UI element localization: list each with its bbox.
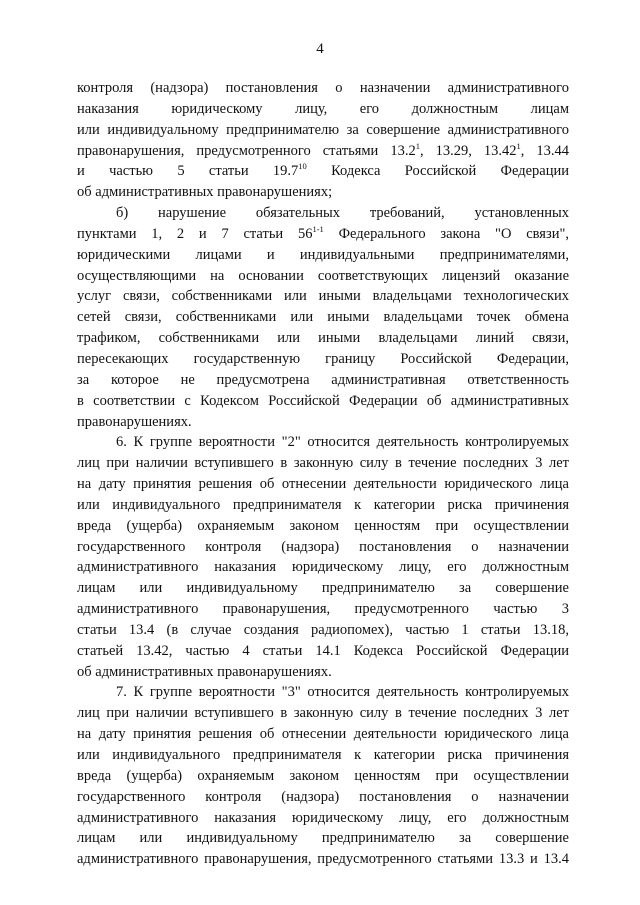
- text-line: [77, 391, 569, 412]
- text-run: или индивидуального предпринимателя к категории риска причинения: [77, 496, 569, 513]
- text-run: услуг связи, собственниками или иными владельцами технологических: [77, 288, 569, 305]
- text-run: 7. К группе вероятности "3" относится деятельность контролируемых: [116, 684, 569, 701]
- text-run: или индивидуального предпринимателя к категории риска причинения: [77, 747, 569, 763]
- text-line: [77, 682, 569, 703]
- text-line: [77, 578, 569, 599]
- superscript: 1: [516, 140, 521, 151]
- text-run: 6. К группе вероятности "2" относится деятельность контролируемых: [116, 434, 569, 451]
- text-line: [77, 620, 569, 641]
- text-run: правонарушения, предусмотренного статьями 13.2: [77, 142, 416, 159]
- text-run: правонарушениях.: [77, 413, 192, 430]
- text-run: юридическими лицами и индивидуальными предпринимателями,: [77, 246, 569, 263]
- text-line: [77, 432, 569, 453]
- text-run: за которое не предусмотрена административная ответственность: [77, 371, 569, 388]
- text-run: статьей 13.42, частью 4 статьи 14.1 Кодекса Российской Федерации: [77, 642, 569, 659]
- text-line: [77, 724, 569, 745]
- text-run: осуществляющими на основании соответствующих лицензий оказание: [77, 267, 569, 284]
- text-run: об административных правонарушениях.: [77, 663, 332, 680]
- text-line: [77, 328, 569, 349]
- text-line: [77, 78, 569, 99]
- text-line: [77, 141, 569, 162]
- text-run: лицам или индивидуальному предпринимателю за совершение: [77, 830, 569, 847]
- superscript: 1-1: [312, 224, 324, 235]
- text-line: [77, 808, 569, 829]
- text-line: [77, 286, 569, 307]
- text-line: [77, 849, 569, 870]
- text-line: [77, 516, 569, 537]
- text-line: [77, 370, 569, 391]
- text-run: административного наказания юридическому лицу, его должностным: [77, 559, 569, 576]
- text-line: [77, 224, 569, 245]
- text-line: [77, 349, 569, 370]
- text-run: наказания юридическому лицу, его должностным лицам: [77, 100, 569, 117]
- document-body: [77, 78, 569, 870]
- text-line: [77, 557, 569, 578]
- text-line: [77, 662, 569, 683]
- text-run: Кодекса Российской Федерации: [306, 163, 569, 180]
- text-run: статьи 13.4 (в случае создания радиопомех), частью 1 статьи 13.18,: [77, 621, 569, 638]
- text-line: [77, 161, 569, 182]
- text-run: государственного контроля (надзора) постановления о назначении: [77, 788, 569, 805]
- text-run: трафиком, собственниками или иными владельцами линий связи,: [77, 330, 569, 347]
- text-run: административного наказания юридическому лицу, его должностным: [77, 809, 569, 826]
- text-run: и частью 5 статьи 19.7: [77, 163, 299, 180]
- text-line: [77, 474, 569, 495]
- text-run: или индивидуальному предпринимателю за совершение административного: [77, 121, 569, 138]
- text-run: контроля (надзора) постановления о назначении административного: [77, 80, 569, 96]
- text-line: [77, 745, 569, 766]
- text-line: [77, 453, 569, 474]
- text-run: в соответствии с Кодексом Российской Федерации об административных: [77, 392, 569, 409]
- text-line: [77, 245, 569, 266]
- text-run: лиц при наличии вступившего в законную силу в течение последних 3 лет: [77, 455, 569, 472]
- text-line: [77, 120, 569, 141]
- text-run: пересекающих государственную границу Российской Федерации,: [77, 350, 569, 367]
- text-line: [77, 828, 569, 849]
- text-run: Федерального закона "О связи",: [323, 225, 569, 242]
- paragraph: [77, 203, 569, 432]
- text-line: [77, 99, 569, 120]
- text-run: лиц при наличии вступившего в законную силу в течение последних 3 лет: [77, 705, 569, 722]
- text-run: , 13.44: [520, 142, 569, 159]
- superscript: 10: [298, 161, 307, 172]
- text-line: [77, 203, 569, 224]
- text-run: на дату принятия решения об отнесении деятельности юридического лица: [77, 476, 569, 493]
- text-line: [77, 703, 569, 724]
- text-line: [77, 412, 569, 433]
- text-line: [77, 766, 569, 787]
- text-line: [77, 537, 569, 558]
- text-line: [77, 307, 569, 328]
- superscript: 1: [415, 140, 420, 151]
- text-run: об административных правонарушениях;: [77, 184, 333, 201]
- text-run: административного правонарушения, предусмотренного частью 3: [77, 601, 569, 618]
- paragraph: [77, 78, 569, 203]
- text-run: государственного контроля (надзора) постановления о назначении: [77, 538, 569, 555]
- paragraph: [77, 682, 569, 870]
- text-run: вреда (ущерба) охраняемым законом ценностям при осуществлении: [77, 767, 569, 784]
- text-run: вреда (ущерба) охраняемым законом ценностям при осуществлении: [77, 517, 569, 534]
- text-line: [77, 182, 569, 203]
- text-run: административного правонарушения, предусмотренного статьями 13.3 и 13.4: [77, 851, 569, 868]
- page-number: 4: [316, 41, 324, 57]
- text-run: сетей связи, собственниками или иными владельцами точек обмена: [77, 309, 569, 326]
- text-run: б) нарушение обязательных требований, установленных: [116, 205, 569, 222]
- text-run: на дату принятия решения об отнесении деятельности юридического лица: [77, 726, 569, 743]
- text-run: , 13.29, 13.42: [419, 142, 517, 159]
- text-line: [77, 266, 569, 287]
- text-run: пунктами 1, 2 и 7 статьи 56: [77, 225, 313, 242]
- text-line: [77, 599, 569, 620]
- text-line: [77, 787, 569, 808]
- text-run: лицам или индивидуальному предпринимателю за совершение: [77, 580, 569, 597]
- text-line: [77, 495, 569, 516]
- paragraph: [77, 432, 569, 682]
- text-line: [77, 641, 569, 662]
